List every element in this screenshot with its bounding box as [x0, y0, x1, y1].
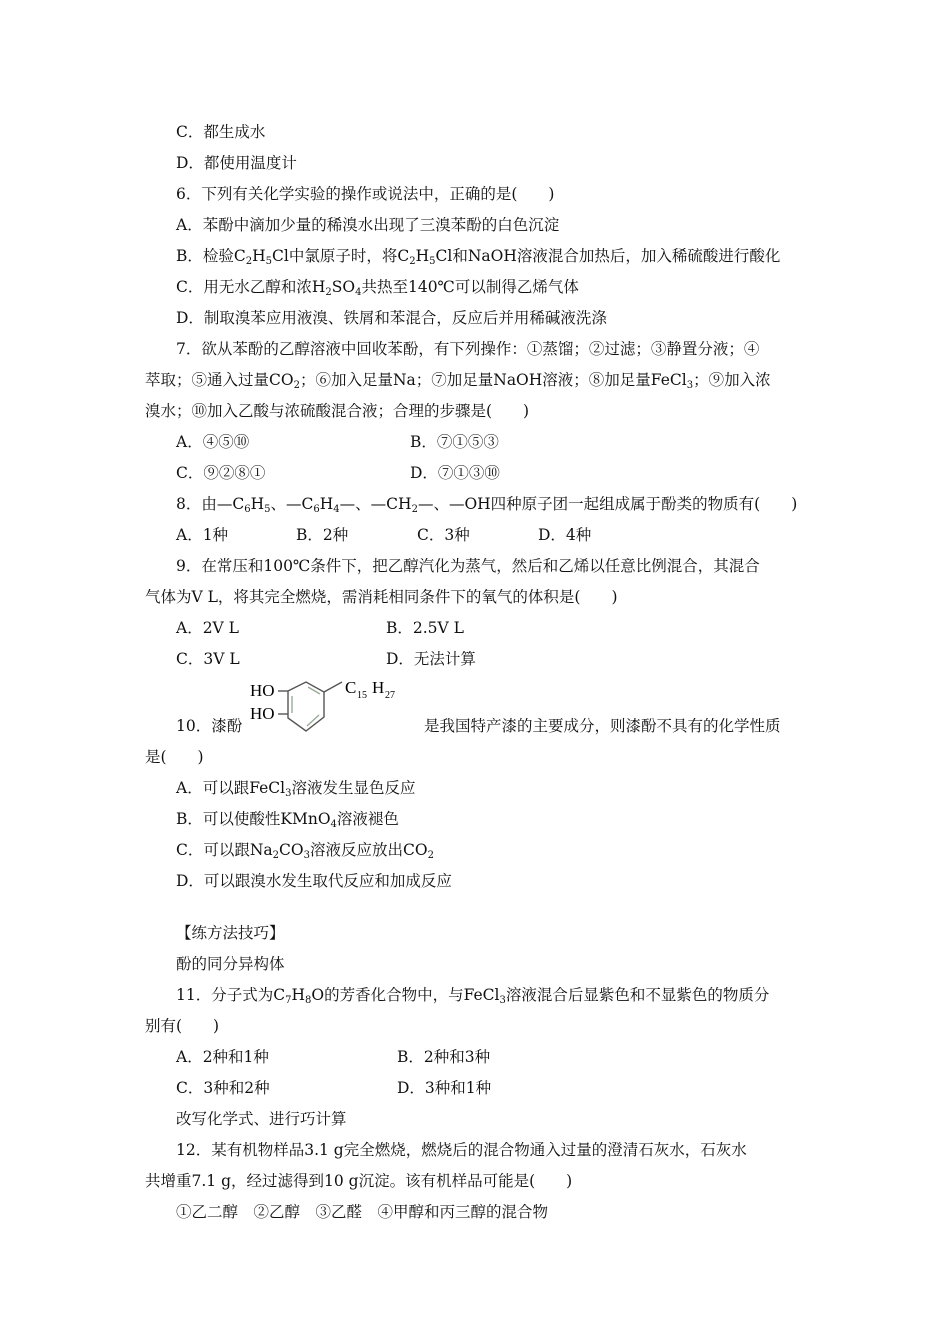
q12-line-1: 12．某有机物样品3.1 g完全燃烧，燃烧后的混合物通入过量的澄清石灰水，石灰水	[176, 1141, 747, 1159]
q7-line-1: 7．欲从苯酚的乙醇溶液中回收苯酚，有下列操作：①蒸馏；②过滤；③静置分液；④	[176, 340, 760, 358]
q10-option-b: B．可以使酸性KMnO$_4$溶液褪色	[176, 810, 399, 830]
urushiol-structure-figure	[248, 676, 423, 738]
q6-option-a: A．苯酚中滴加少量的稀溴水出现了三溴苯酚的白色沉淀	[176, 216, 560, 234]
q11-option-b: B．2种和3种	[397, 1048, 491, 1066]
q6-stem: 6．下列有关化学实验的操作或说法中，正确的是( )	[176, 185, 555, 203]
structure-c: C	[345, 678, 357, 697]
section-title: 【练方法技巧】	[176, 924, 285, 942]
q10-line-2: 是( )	[145, 748, 204, 766]
q7-line-3: 溴水；⑩加入乙酸与浓硫酸混合液；合理的步骤是( )	[145, 402, 530, 420]
q12-line-3: ①乙二醇 ②乙醇 ③乙醛 ④甲醇和丙三醇的混合物	[176, 1203, 549, 1221]
q8-option-d: D．4种	[538, 526, 592, 544]
section-subtitle-calculation: 改写化学式、进行巧计算	[176, 1110, 347, 1128]
q6-option-c: C．用无水乙醇和浓$H_2SO_4$共热至140℃可以制得乙烯气体	[176, 278, 579, 298]
q11-option-a: A．2种和1种	[176, 1048, 269, 1066]
q11-option-d: D．3种和1种	[397, 1079, 492, 1097]
q10-option-d: D．可以跟溴水发生取代反应和加成反应	[176, 872, 452, 890]
q10-option-a: A．可以跟FeCl$_3$溶液发生显色反应	[176, 779, 416, 799]
q6-option-d: D．制取溴苯应用液溴、铁屑和苯混合，反应后并用稀碱液洗涤	[176, 309, 607, 327]
q8-option-b: B．2种	[296, 526, 349, 544]
q7-option-d: D．⑦①③⑩	[410, 464, 500, 482]
q9-option-d: D．无法计算	[386, 650, 476, 668]
q7-option-a: A．④⑤⑩	[176, 433, 250, 451]
q11-line-2: 别有( )	[145, 1017, 220, 1035]
q9-line-2: 气体为V L，将其完全燃烧，需消耗相同条件下的氧气的体积是( )	[145, 588, 618, 606]
benzene-ring	[278, 682, 342, 731]
q8-option-c: C．3种	[417, 526, 470, 544]
q12-line-2: 共增重7.1 g，经过滤得到10 g沉淀。该有机样品可能是( )	[145, 1172, 573, 1190]
q5-option-c: C．都生成水	[176, 123, 266, 141]
structure-c-subscript: 15	[357, 690, 367, 701]
q10-stem-start: 10．漆酚	[176, 717, 243, 735]
q9-line-1: 9．在常压和100℃条件下，把乙醇汽化为蒸气，然后和乙烯以任意比例混合，其混合	[176, 557, 760, 575]
q11-line-1: 11．分子式为$C_7H_8O$的芳香化合物中，与FeCl$_3$溶液混合后显紫色和不显紫色的物质分	[176, 986, 770, 1006]
q8-stem: 8．由$—C_6H_5$、$—C_6H_4—$、$—CH_2—$、—OH四种原子团一起组成属于酚类的物质有( )	[176, 495, 798, 515]
q11-option-c: C．3种和2种	[176, 1079, 270, 1097]
structure-ho-bottom: HO	[250, 704, 275, 723]
structure-h-subscript: 27	[385, 690, 395, 701]
q5-option-d: D．都使用温度计	[176, 154, 297, 172]
q7-option-c: C．⑨②⑧①	[176, 464, 266, 482]
structure-ho-top: HO	[250, 681, 275, 700]
structure-h: H	[372, 678, 385, 697]
q9-option-b: B．2.5V L	[386, 619, 464, 637]
q9-option-c: C．3V L	[176, 650, 240, 668]
q9-option-a: A．2V L	[176, 619, 239, 637]
section-subtitle-isomers: 酚的同分异构体	[176, 955, 285, 973]
q10-option-c: C．可以跟$Na_2CO_3$溶液反应放出$CO_2$	[176, 841, 434, 861]
q8-option-a: A．1种	[176, 526, 229, 544]
q10-stem-end: 是我国特产漆的主要成分，则漆酚不具有的化学性质	[424, 717, 781, 735]
q6-option-b: B．检验$C_2H_5Cl$中氯原子时，将$C_2H_5Cl$和NaOH溶液混合加热后，加入稀硫酸进行酸化	[176, 247, 781, 267]
q7-line-2: 萃取；⑤通入过量$CO_2$；⑥加入足量Na；⑦加足量NaOH溶液；⑧加足量FeCl$_3$；⑨加入浓	[145, 371, 771, 391]
q7-option-b: B．⑦①⑤③	[410, 433, 499, 451]
